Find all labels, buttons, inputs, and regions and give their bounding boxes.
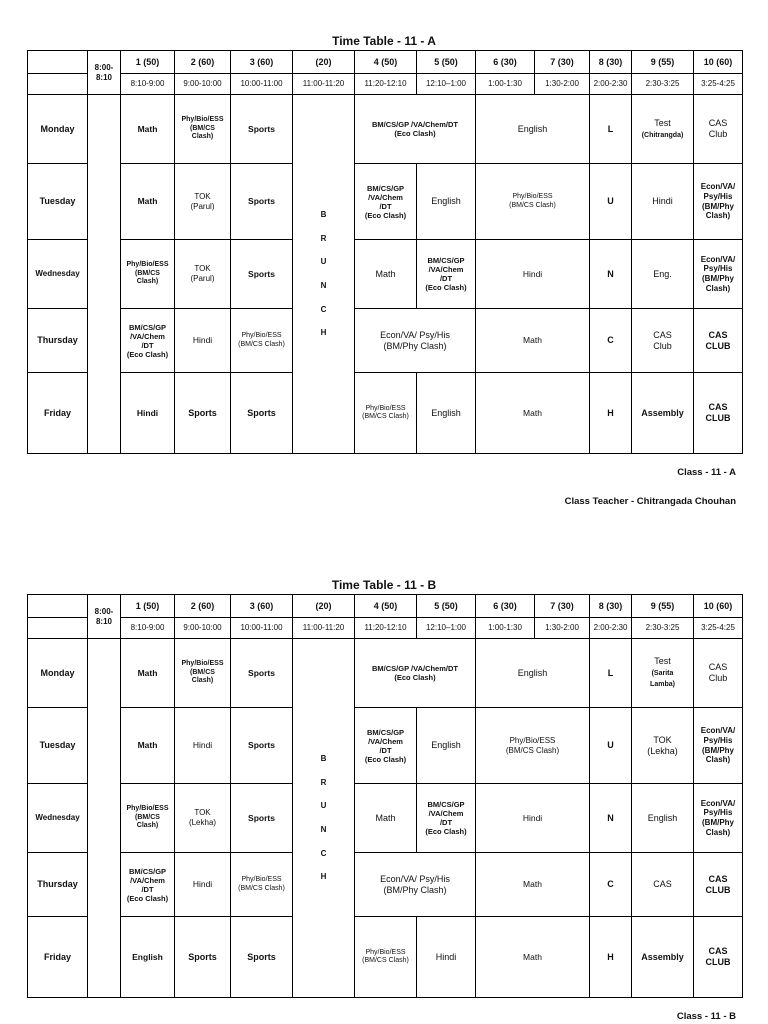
time-cell: 11:00-11:20	[293, 618, 355, 639]
period-cell: BM/CS/GP /VA/Chem/DT (Eco Clash)	[355, 639, 476, 708]
period-header: 7 (30)	[535, 51, 590, 74]
period-cell: English	[417, 708, 476, 784]
period-cell: TOK (Parul)	[175, 164, 231, 240]
period-cell: English	[632, 784, 694, 853]
period-header: 4 (50)	[355, 595, 417, 618]
period-cell: Hindi	[121, 373, 175, 454]
period-cell: Sports	[231, 95, 293, 164]
period-cell: BM/CS/GP /VA/Chem /DT (Eco Clash)	[417, 784, 476, 853]
lunch-letter: C	[590, 853, 632, 917]
period-cell: Hindi	[175, 309, 231, 373]
period-cell: CAS Club	[632, 309, 694, 373]
period-cell: Phy/Bio/ESS (BM/CS Clash)	[121, 784, 175, 853]
period-cell: English	[476, 95, 590, 164]
period-cell: English	[121, 917, 175, 998]
day-label: Monday	[28, 95, 88, 164]
period-header: 5 (50)	[417, 51, 476, 74]
corner-cell	[28, 595, 88, 618]
lunch-letter: L	[590, 95, 632, 164]
lunch-letter: U	[590, 164, 632, 240]
corner-cell	[28, 74, 88, 95]
lunch-letter: H	[590, 917, 632, 998]
period-header: 2 (60)	[175, 595, 231, 618]
time-cell: 9:00-10:00	[175, 74, 231, 95]
period-cell: Econ/VA/ Psy/His (BM/Phy Clash)	[694, 240, 743, 309]
period-cell: Hindi	[632, 164, 694, 240]
period-cell: Phy/Bio/ESS (BM/CS Clash)	[175, 639, 231, 708]
period-cell: Math	[476, 917, 590, 998]
footer-class: Class - 11 - A	[677, 467, 736, 478]
period-cell: Math	[355, 240, 417, 309]
footer-class-teacher: Class Teacher - Chitrangada Chouhan	[564, 496, 736, 507]
day-label: Thursday	[28, 309, 88, 373]
time-cell: 10:00-11:00	[231, 74, 293, 95]
day-label: Thursday	[28, 853, 88, 917]
period-cell: Eng.	[632, 240, 694, 309]
corner-cell	[28, 51, 88, 74]
period-cell: Test (Chitrangda)	[632, 95, 694, 164]
day-label: Wednesday	[28, 240, 88, 309]
lunch-letter: N	[590, 784, 632, 853]
period-cell: BM/CS/GP /VA/Chem /DT (Eco Clash)	[121, 853, 175, 917]
brunch-letter: N	[320, 825, 327, 834]
lunch-letter: H	[590, 373, 632, 454]
time-cell: 2:00-2:30	[590, 74, 632, 95]
period-cell: BM/CS/GP /VA/Chem /DT (Eco Clash)	[417, 240, 476, 309]
timetable-11b	[27, 594, 743, 998]
brunch-letter: B	[320, 210, 327, 220]
brunch-column	[293, 639, 355, 998]
lunch-letter: U	[590, 708, 632, 784]
period-cell: TOK (Lekha)	[632, 708, 694, 784]
period-cell: CAS CLUB	[694, 309, 743, 373]
timetable-11a	[27, 50, 743, 454]
period-cell: Sports	[231, 240, 293, 309]
brunch-letter: B	[320, 754, 327, 764]
time-cell: 12:10–1:00	[417, 74, 476, 95]
period-cell: Phy/Bio/ESS (BM/CS Clash)	[476, 164, 590, 240]
period-cell: Phy/Bio/ESS (BM/CS Clash)	[121, 240, 175, 309]
period-cell: Sports	[231, 708, 293, 784]
time-cell: 1:30-2:00	[535, 74, 590, 95]
time-cell: 11:20-12:10	[355, 618, 417, 639]
period-header: 1 (50)	[121, 51, 175, 74]
period-cell: English	[417, 373, 476, 454]
period-cell: Sports	[175, 917, 231, 998]
timetable-title: Time Table - 11 - B	[331, 578, 437, 592]
brunch-letter: R	[320, 777, 327, 787]
period-cell: Assembly	[632, 373, 694, 454]
day-label: Tuesday	[28, 164, 88, 240]
period-header: 6 (30)	[476, 595, 535, 618]
period-cell: TOK (Parul)	[175, 240, 231, 309]
period-cell: Sports	[231, 784, 293, 853]
period-cell: Hindi	[175, 708, 231, 784]
brunch-letter: H	[320, 872, 327, 882]
brunch-letter: R	[320, 233, 327, 243]
period-cell: Sports	[231, 164, 293, 240]
brunch-letter: H	[320, 328, 327, 338]
day-label: Monday	[28, 639, 88, 708]
brunch-letter: N	[320, 281, 327, 290]
time-cell: 1:00-1:30	[476, 618, 535, 639]
period-cell: Math	[121, 708, 175, 784]
corner-cell	[28, 618, 88, 639]
period-header: 2 (60)	[175, 51, 231, 74]
period-header: (20)	[293, 595, 355, 618]
time-cell: 9:00-10:00	[175, 618, 231, 639]
period-cell: CAS Club	[694, 95, 743, 164]
class-teachers-period	[88, 95, 121, 454]
time-cell: 8:10-9:00	[121, 618, 175, 639]
period-cell: Math	[121, 639, 175, 708]
day-label: Friday	[28, 373, 88, 454]
period-header: 3 (60)	[231, 595, 293, 618]
period-header: 9 (55)	[632, 595, 694, 618]
period-cell: CAS CLUB	[694, 917, 743, 998]
period-header: 4 (50)	[355, 51, 417, 74]
period-cell: Phy/Bio/ESS (BM/CS Clash)	[231, 309, 293, 373]
brunch-letter: U	[320, 257, 327, 267]
period-cell: Sports	[231, 373, 293, 454]
period-cell: Test (Sarita Lamba)	[632, 639, 694, 708]
day-label: Tuesday	[28, 708, 88, 784]
period-header: 5 (50)	[417, 595, 476, 618]
brunch-letter: C	[320, 848, 327, 858]
period-cell: CAS CLUB	[694, 373, 743, 454]
period-header: 7 (30)	[535, 595, 590, 618]
period-cell: Econ/VA/ Psy/His (BM/Phy Clash)	[355, 853, 476, 917]
time-cell: 2:30-3:25	[632, 618, 694, 639]
period-cell: Math	[476, 309, 590, 373]
period-cell: Sports	[231, 917, 293, 998]
period-cell: Phy/Bio/ESS (BM/CS Clash)	[175, 95, 231, 164]
period-cell: BM/CS/GP /VA/Chem /DT (Eco Clash)	[355, 164, 417, 240]
time-cell: 2:30-3:25	[632, 74, 694, 95]
timetable-title: Time Table - 11 - A	[332, 34, 436, 48]
period-cell: Phy/Bio/ESS (BM/CS Clash)	[355, 917, 417, 998]
footer-class: Class - 11 - B	[676, 1011, 736, 1022]
period-cell: CAS	[632, 853, 694, 917]
period-cell: Hindi	[417, 917, 476, 998]
period-header: (20)	[293, 51, 355, 74]
time-cell: 10:00-11:00	[231, 618, 293, 639]
period-cell: CAS Club	[694, 639, 743, 708]
period-header: 6 (30)	[476, 51, 535, 74]
period-header: 3 (60)	[231, 51, 293, 74]
period-cell: Econ/VA/ Psy/His (BM/Phy Clash)	[355, 309, 476, 373]
period-header: 8 (30)	[590, 595, 632, 618]
time-cell: 11:00-11:20	[293, 74, 355, 95]
period-cell: Phy/Bio/ESS (BM/CS Clash)	[476, 708, 590, 784]
period-header: 8 (30)	[590, 51, 632, 74]
day-label: Wednesday	[28, 784, 88, 853]
period-cell: Hindi	[476, 240, 590, 309]
period-cell: Hindi	[175, 853, 231, 917]
period-header: 10 (60)	[694, 595, 743, 618]
period-header: 1 (50)	[121, 595, 175, 618]
period-cell: Math	[476, 853, 590, 917]
time-cell: 3:25-4:25	[694, 74, 743, 95]
period-cell: Econ/VA/ Psy/His (BM/Phy Clash)	[694, 164, 743, 240]
period-cell: Econ/VA/ Psy/His (BM/Phy Clash)	[694, 708, 743, 784]
time-cell: 11:20-12:10	[355, 74, 417, 95]
period-header: 9 (55)	[632, 51, 694, 74]
period-cell: TOK (Lekha)	[175, 784, 231, 853]
period-cell: Econ/VA/ Psy/His (BM/Phy Clash)	[694, 784, 743, 853]
brunch-letter: U	[320, 801, 327, 811]
time-cell: 1:30-2:00	[535, 618, 590, 639]
brunch-letter: C	[320, 304, 327, 314]
period-header: 10 (60)	[694, 51, 743, 74]
time-cell: 1:00-1:30	[476, 74, 535, 95]
period-cell: CAS CLUB	[694, 853, 743, 917]
ct-period-time: 8:00- 8:10	[88, 51, 121, 95]
ct-period-time: 8:00- 8:10	[88, 595, 121, 639]
period-cell: Phy/Bio/ESS (BM/CS Clash)	[355, 373, 417, 454]
lunch-letter: N	[590, 240, 632, 309]
lunch-letter: L	[590, 639, 632, 708]
period-cell: Math	[121, 95, 175, 164]
period-cell: English	[476, 639, 590, 708]
time-cell: 12:10–1:00	[417, 618, 476, 639]
period-cell: BM/CS/GP /VA/Chem /DT (Eco Clash)	[355, 708, 417, 784]
time-cell: 8:10-9:00	[121, 74, 175, 95]
period-cell: Math	[121, 164, 175, 240]
period-cell: Math	[476, 373, 590, 454]
period-cell: Hindi	[476, 784, 590, 853]
period-cell: Sports	[231, 639, 293, 708]
time-cell: 2:00-2:30	[590, 618, 632, 639]
period-cell: Math	[355, 784, 417, 853]
period-cell: Assembly	[632, 917, 694, 998]
period-cell: BM/CS/GP /VA/Chem /DT (Eco Clash)	[121, 309, 175, 373]
lunch-letter: C	[590, 309, 632, 373]
time-cell: 3:25-4:25	[694, 618, 743, 639]
brunch-column	[293, 95, 355, 454]
day-label: Friday	[28, 917, 88, 998]
period-cell: Phy/Bio/ESS (BM/CS Clash)	[231, 853, 293, 917]
period-cell: BM/CS/GP /VA/Chem/DT (Eco Clash)	[355, 95, 476, 164]
period-cell: English	[417, 164, 476, 240]
period-cell: Sports	[175, 373, 231, 454]
class-teachers-period	[88, 639, 121, 998]
